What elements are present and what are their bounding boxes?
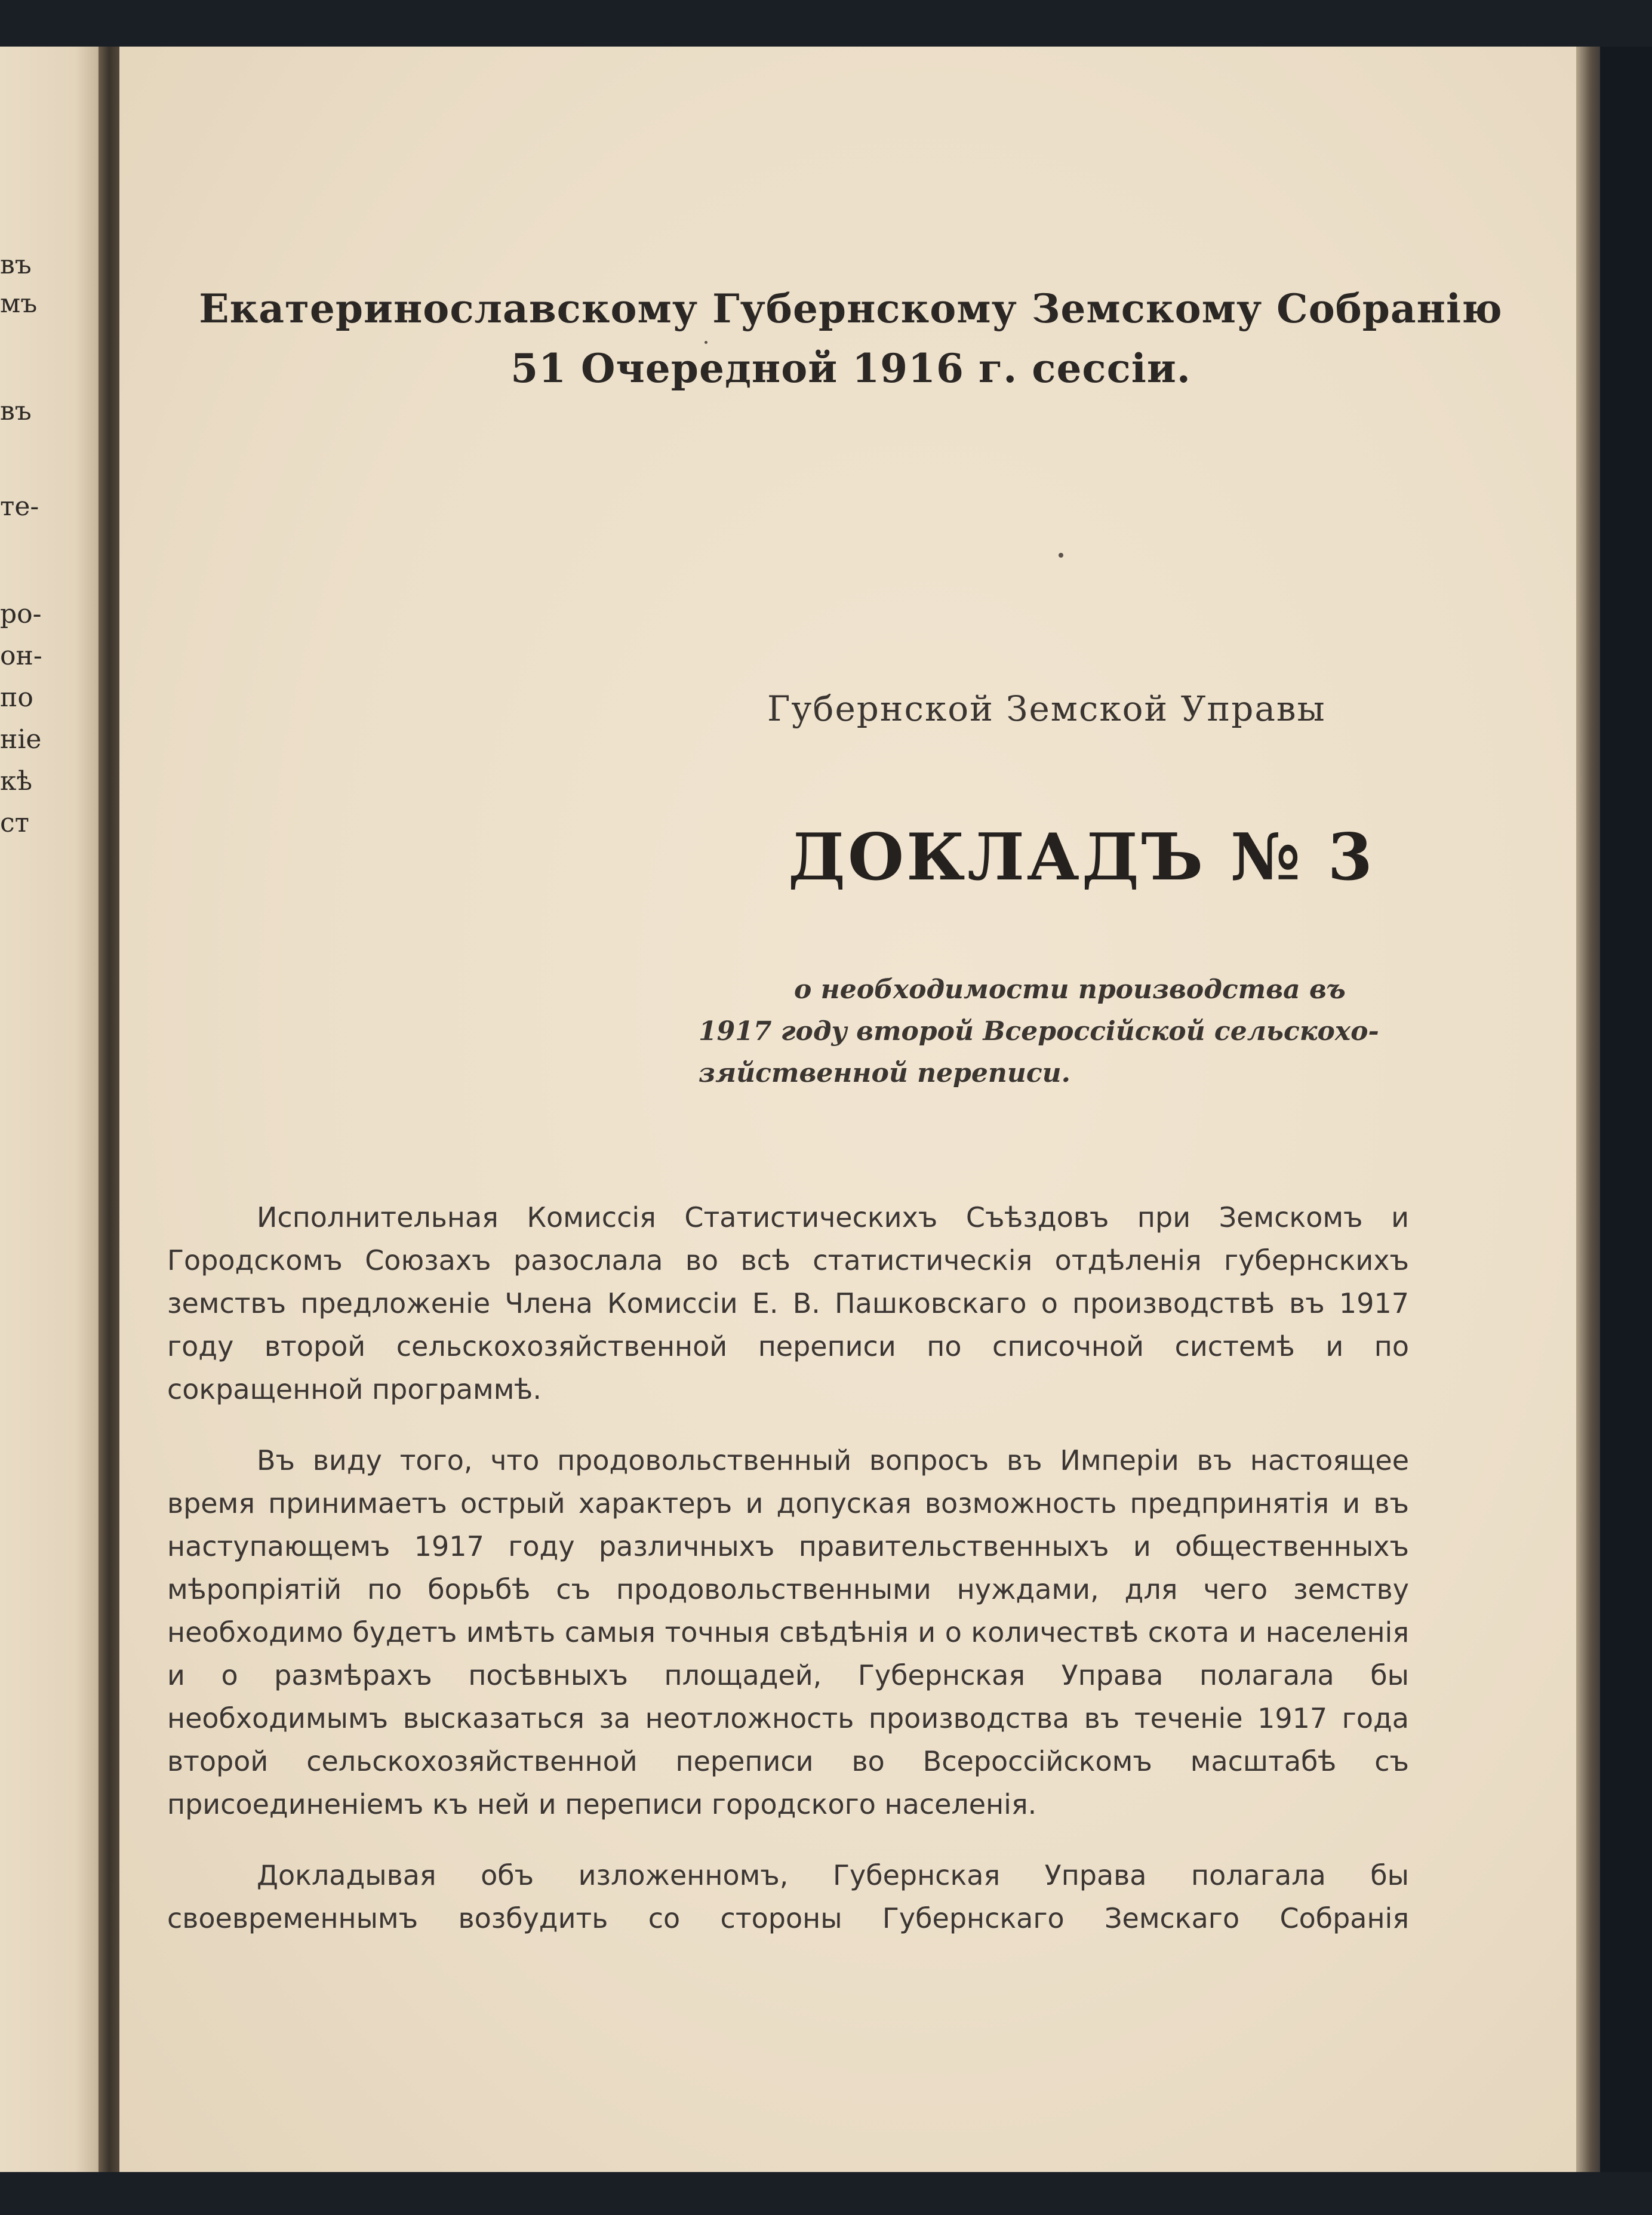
report-subject bbox=[699, 969, 1534, 1094]
issuer-line: Губернской Земской Управы bbox=[767, 688, 1326, 729]
subject-line: о необходимости производства въ bbox=[794, 974, 1346, 1005]
scanner-background bbox=[1600, 47, 1652, 2172]
body-paragraph: Исполнительная Комиссія Статистическихъ Съѣздовъ при Земскомъ и Городскомъ Союзахъ разослала во всѣ статистическія отдѣленія губернскихъ земствъ предложеніе Члена Комиссіи Е. В. Пашковскаго о производствѣ въ 1917 году второй сельскохозяйственной переписи по списочной системѣ и по сокращенной программѣ. bbox=[167, 1201, 1409, 1405]
subject-line: 1917 году второй Всероссійской сельскохо- bbox=[699, 1016, 1379, 1047]
adjacent-page-fragment: ст bbox=[0, 808, 29, 838]
paper-speck bbox=[705, 341, 707, 344]
body-paragraph: Докладывая объ изложенномъ, Губернская Управа полагала бы своевременнымъ возбудить со стороны Губернскаго Земскаго Собранія bbox=[167, 1859, 1409, 1934]
adjacent-page-fragment: мъ bbox=[0, 288, 38, 319]
adjacent-page-fragment: кѣ bbox=[0, 766, 33, 796]
adjacent-page-fragment: въ bbox=[0, 250, 32, 280]
adjacent-page-edge bbox=[0, 47, 107, 2172]
adjacent-page-fragment: ро- bbox=[0, 599, 42, 629]
addressee-line-1: Екатеринославскому Губернскому Земскому Собранію bbox=[199, 285, 1503, 332]
adjacent-page-fragment: ніе bbox=[0, 724, 42, 755]
adjacent-page-fragment: въ bbox=[0, 396, 32, 426]
report-title: ДОКЛАДЪ № 3 bbox=[788, 820, 1375, 895]
document-page bbox=[119, 47, 1582, 2172]
adjacent-page-fragment: те- bbox=[0, 491, 39, 522]
book-gutter bbox=[99, 47, 122, 2172]
adjacent-page-fragment: он- bbox=[0, 641, 42, 671]
report-body bbox=[167, 1196, 1409, 1968]
paper-speck bbox=[1059, 553, 1063, 558]
subject-line: зяйственной переписи. bbox=[699, 1058, 1070, 1088]
addressee-line-2: 51 Очередной 1916 г. сессіи. bbox=[510, 345, 1191, 392]
adjacent-page-fragment: по bbox=[0, 682, 33, 713]
body-paragraph: Въ виду того, что продовольственный вопросъ въ Имперіи въ настоящее время принимаетъ острый характеръ и допуская возможность предпринятія и въ наступающемъ 1917 году различныхъ правительственныхъ и общественныхъ мѣропріятій по борьбѣ съ продовольственными нуждами, для чего земству необходимо будетъ имѣть самыя точныя свѣдѣнія и о количествѣ скота и населенія и о размѣрахъ посѣвныхъ площадей, Губернская Управа полагала бы необходимымъ высказаться за неотложность производства въ теченіе 1917 года второй сельскохозяйственной переписи во Всероссійскомъ масштабѣ съ присоединеніемъ къ ней и переписи городского населенія. bbox=[167, 1444, 1409, 1820]
